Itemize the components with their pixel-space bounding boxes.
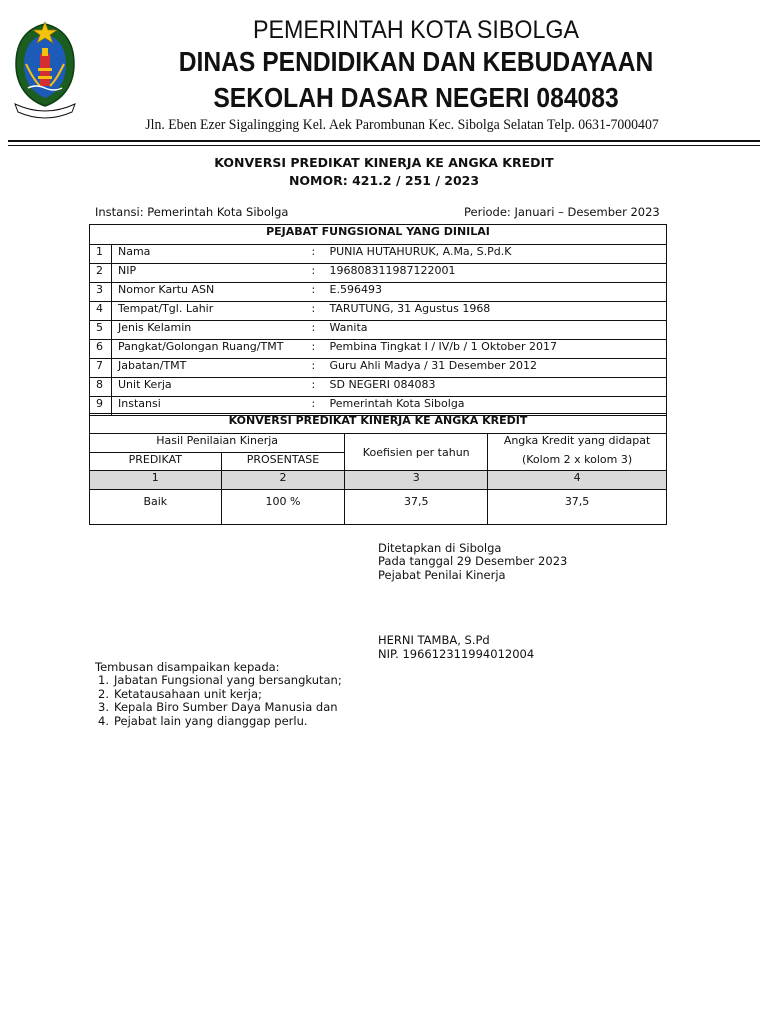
table-row (90, 378, 667, 397)
conversion-table (89, 413, 667, 525)
row-separator: : (312, 340, 330, 359)
row-number: 5 (90, 321, 112, 340)
signature-role: Pejabat Penilai Kinerja (378, 568, 506, 582)
column-number: 3 (345, 471, 488, 490)
row-number: 7 (90, 359, 112, 378)
row-label: Pangkat/Golongan Ruang/TMT (112, 340, 312, 359)
row-separator: : (312, 378, 330, 397)
row-number: 9 (90, 397, 112, 416)
row-value: PUNIA HUTAHURUK, A.Ma, S.Pd.K (330, 245, 667, 264)
list-item-text: Pejabat lain yang dianggap perlu. (114, 713, 308, 728)
row-number: 4 (90, 302, 112, 321)
row-number: 3 (90, 283, 112, 302)
list-item-text: Ketatausahaan unit kerja; (114, 686, 262, 701)
prosentase-value: 100 % (221, 490, 345, 525)
document-title: KONVERSI PREDIKAT KINERJA KE ANGKA KREDIT (214, 155, 554, 170)
table-row (90, 302, 667, 321)
col-predikat: PREDIKAT (90, 453, 222, 471)
koefisien-value: 37,5 (345, 490, 488, 525)
row-value: Pembina Tingkat I / IV/b / 1 Oktober 2017 (330, 340, 667, 359)
row-separator: : (312, 264, 330, 283)
list-item-number: 3. (98, 700, 109, 714)
list-item (98, 714, 342, 728)
angka-kredit-value: 37,5 (488, 490, 667, 525)
school-address: Jln. Eben Ezer Sigalingging Kel. Aek Parombunan Kec. Sibolga Selatan Telp. 0631-7000407 (145, 117, 659, 133)
table-row (90, 283, 667, 302)
signatory-nip: NIP. 196612311994012004 (378, 647, 535, 661)
column-number-row (90, 471, 667, 490)
row-value: TARUTUNG, 31 Agustus 1968 (330, 302, 667, 321)
document-number: NOMOR: 421.2 / 251 / 2023 (288, 173, 480, 188)
signatory-name: HERNI TAMBA, S.Pd (378, 633, 490, 647)
row-separator: : (312, 397, 330, 416)
row-number: 1 (90, 245, 112, 264)
school-name: SEKOLAH DASAR NEGERI 084083 (213, 82, 619, 113)
col-prosentase: PROSENTASE (221, 453, 345, 471)
row-separator: : (312, 245, 330, 264)
column-number: 4 (488, 471, 667, 490)
row-label: Nomor Kartu ASN (112, 283, 312, 302)
row-value: 196808311987122001 (330, 264, 667, 283)
row-label: Unit Kerja (112, 378, 312, 397)
column-number: 1 (90, 471, 222, 490)
cc-title: Tembusan disampaikan kepada: (95, 660, 280, 674)
row-label: Tempat/Tgl. Lahir (112, 302, 312, 321)
signature-date: Pada tanggal 29 Desember 2023 (378, 554, 568, 568)
row-separator: : (312, 321, 330, 340)
row-value: Wanita (330, 321, 667, 340)
table-row (90, 490, 667, 525)
department-name: DINAS PENDIDIKAN DAN KEBUDAYAAN (178, 46, 654, 77)
list-item (98, 673, 342, 687)
row-separator: : (312, 302, 330, 321)
letterhead-rule-thin (8, 145, 760, 146)
column-number: 2 (221, 471, 345, 490)
official-identity-table (89, 224, 667, 416)
row-label: Instansi (112, 397, 312, 416)
col-hasil-penilaian: Hasil Penilaian Kinerja (90, 434, 345, 453)
government-name: PEMERINTAH KOTA SIBOLGA (252, 16, 579, 44)
col-angka-kredit: Angka Kredit yang didapat (488, 434, 667, 453)
table-row (90, 340, 667, 359)
row-value: E.596493 (330, 283, 667, 302)
row-separator: : (312, 283, 330, 302)
row-label: Jabatan/TMT (112, 359, 312, 378)
row-number: 6 (90, 340, 112, 359)
row-separator: : (312, 359, 330, 378)
table-row (90, 359, 667, 378)
row-label: Nama (112, 245, 312, 264)
list-item (98, 687, 342, 701)
row-label: NIP (112, 264, 312, 283)
letterhead-rule-thick (8, 140, 760, 142)
list-item-text: Jabatan Fungsional yang bersangkutan; (114, 673, 342, 687)
list-item (98, 700, 342, 714)
row-number: 2 (90, 264, 112, 283)
row-value: SD NEGERI 084083 (330, 378, 667, 397)
row-label: Jenis Kelamin (112, 321, 312, 340)
meta-instansi: Instansi: Pemerintah Kota Sibolga (95, 205, 289, 219)
col-formula: (Kolom 2 x kolom 3) (488, 453, 667, 471)
cc-list (98, 673, 342, 727)
list-item-number: 4. (98, 713, 109, 728)
table-row (90, 245, 667, 264)
meta-periode: Periode: Januari – Desember 2023 (464, 205, 660, 219)
row-value: Guru Ahli Madya / 31 Desember 2012 (330, 359, 667, 378)
letterhead (0, 0, 768, 150)
conversion-table-header: KONVERSI PREDIKAT KINERJA KE ANGKA KREDIT (90, 414, 667, 434)
official-table-header: PEJABAT FUNGSIONAL YANG DINILAI (90, 225, 667, 245)
table-row (90, 321, 667, 340)
list-item-number: 1. (98, 673, 109, 687)
list-item-number: 2. (98, 686, 109, 701)
table-row (90, 264, 667, 283)
signature-place: Ditetapkan di Sibolga (378, 541, 502, 555)
col-koefisien: Koefisien per tahun (345, 434, 488, 471)
row-value: Pemerintah Kota Sibolga (330, 397, 667, 416)
row-number: 8 (90, 378, 112, 397)
predikat-value: Baik (90, 490, 222, 525)
list-item-text: Kepala Biro Sumber Daya Manusia dan (114, 700, 338, 714)
